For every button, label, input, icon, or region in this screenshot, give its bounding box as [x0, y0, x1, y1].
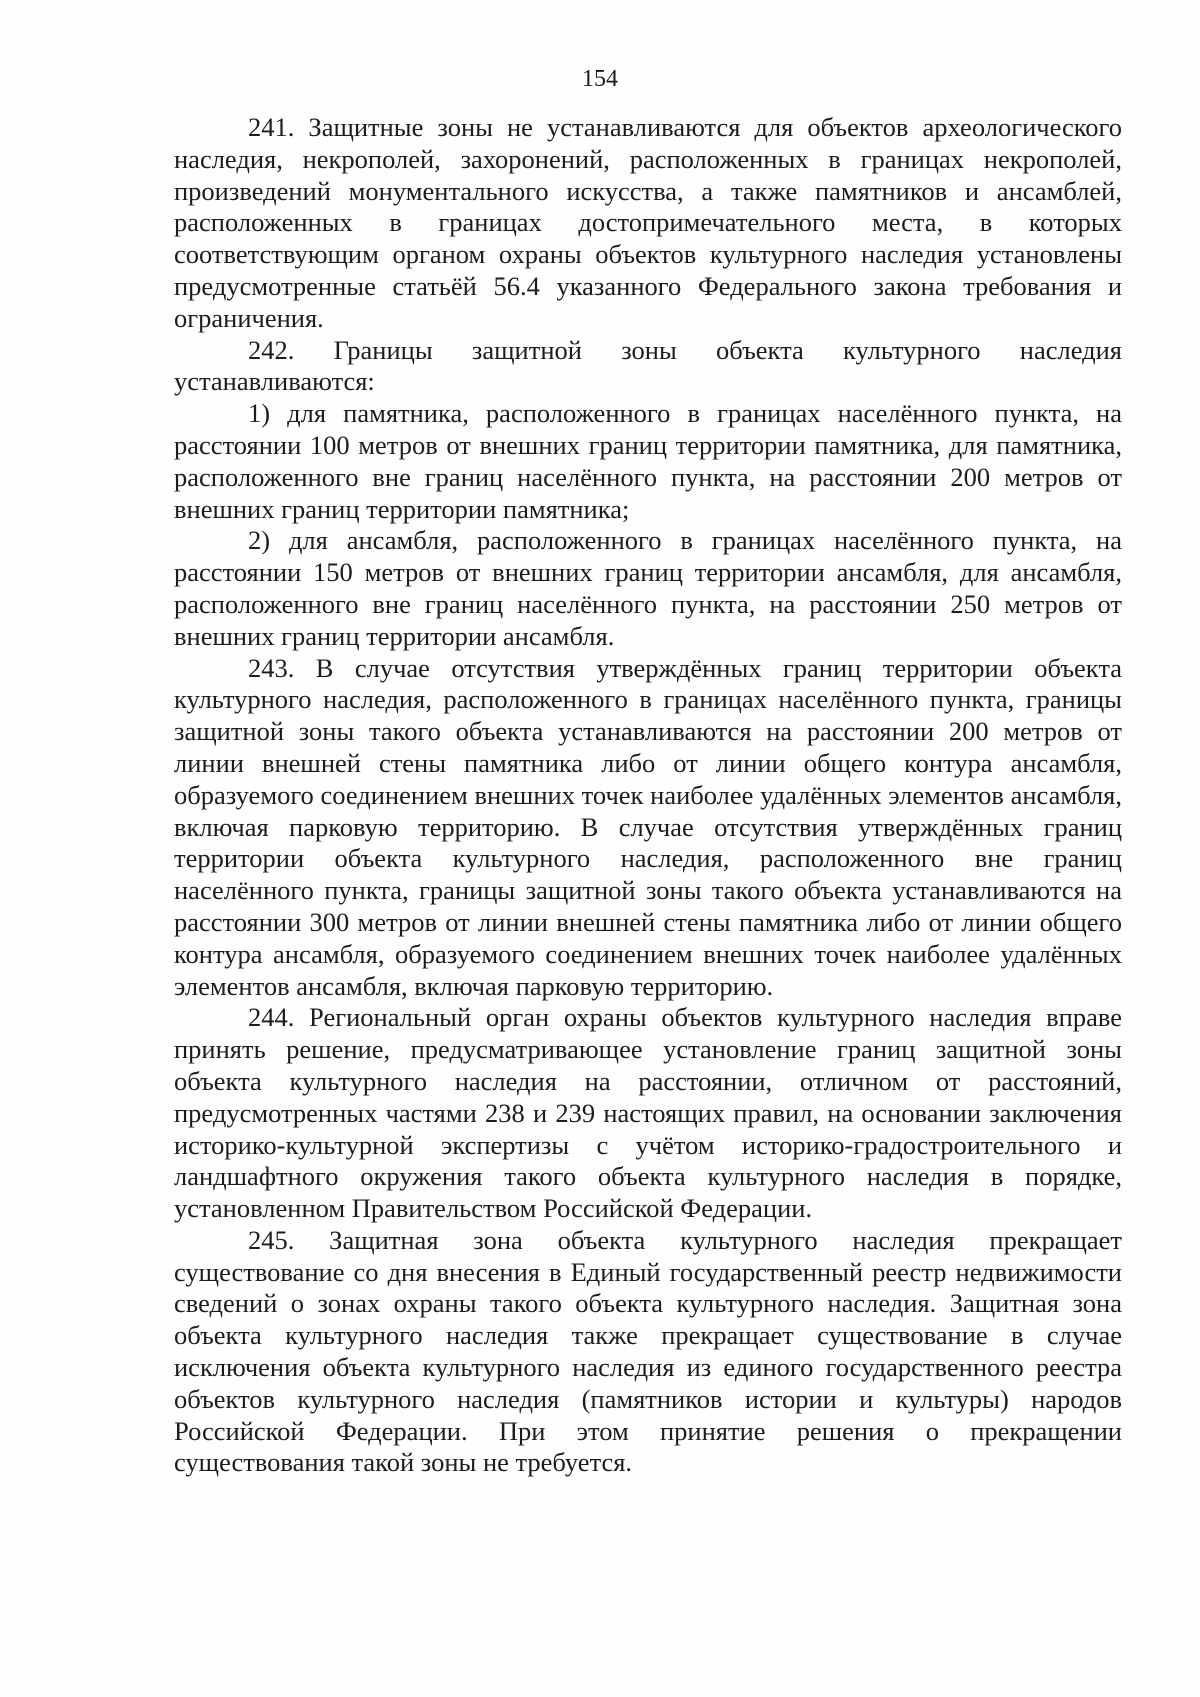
page-number: 154 [582, 66, 618, 92]
paragraph-242: 242. Границы защитной зоны объекта культурного наследия устанавливаются: [174, 334, 1122, 397]
document-body [174, 112, 1122, 1479]
paragraph-242-item-2: 2) для ансамбля, расположенного в границах населённого пункта, на расстоянии 150 метров от внешних границ территории ансамбля, для ансамбля, расположенного вне границ населённого пункта, на расстоянии 250 метров от внешних границ территории ансамбля. [174, 525, 1122, 651]
paragraph-243: 243. В случае отсутствия утверждённых границ территории объекта культурного наследия, расположенного в границах населённого пункта, границы защитной зоны такого объекта устанавливаются на расстоянии 200 метров от линии внешней стены памятника либо от линии общего контура ансамбля, образуемого соединением внешних точек наиболее удалённых элементов ансамбля, включая парковую территорию. В случае отсутствия утверждённых границ территории объекта культурного наследия, расположенного вне границ населённого пункта, границы защитной зоны такого объекта устанавливаются на расстоянии 300 метров от линии внешней стены памятника либо от линии общего контура ансамбля, образуемого соединением внешних точек наиболее удалённых элементов ансамбля, включая парковую территорию. [174, 652, 1122, 1001]
paragraph-244: 244. Региональный орган охраны объектов культурного наследия вправе принять решение, предусматривающее установление границ защитной зоны объекта культурного наследия на расстоянии, отличном от расстояний, предусмотренных частями 238 и 239 настоящих правил, на основании заключения историко-культурной экспертизы с учётом историко-градостроительного и ландшафтного окружения такого объекта культурного наследия в порядке, установленном Правительством Российской Федерации. [174, 1002, 1122, 1224]
paragraph-241: 241. Защитные зоны не устанавливаются для объектов археологического наследия, некрополей, захоронений, расположенных в границах некрополей, произведений монументального искусства, а также памятников и ансамблей, расположенных в границах достопримечательного места, в которых соответствующим органом охраны объектов культурного наследия установлены предусмотренные статьёй 56.4 указанного Федерального закона требования и ограничения. [174, 112, 1122, 333]
paragraph-245: 245. Защитная зона объекта культурного наследия прекращает существование со дня внесения в Единый государственный реестр недвижимости сведений о зонах охраны такого объекта культурного наследия. Защитная зона объекта культурного наследия также прекращает существование в случае исключения объекта культурного наследия из единого государственного реестра объектов культурного наследия (памятников истории и культуры) народов Российской Федерации. При этом принятие решения о прекращении существования такой зоны не требуется. [174, 1224, 1122, 1478]
paragraph-242-item-1: 1) для памятника, расположенного в границах населённого пункта, на расстоянии 100 метров от внешних границ территории памятника, для памятника, расположенного вне границ населённого пункта, на расстоянии 200 метров от внешних границ территории памятника; [174, 398, 1122, 524]
